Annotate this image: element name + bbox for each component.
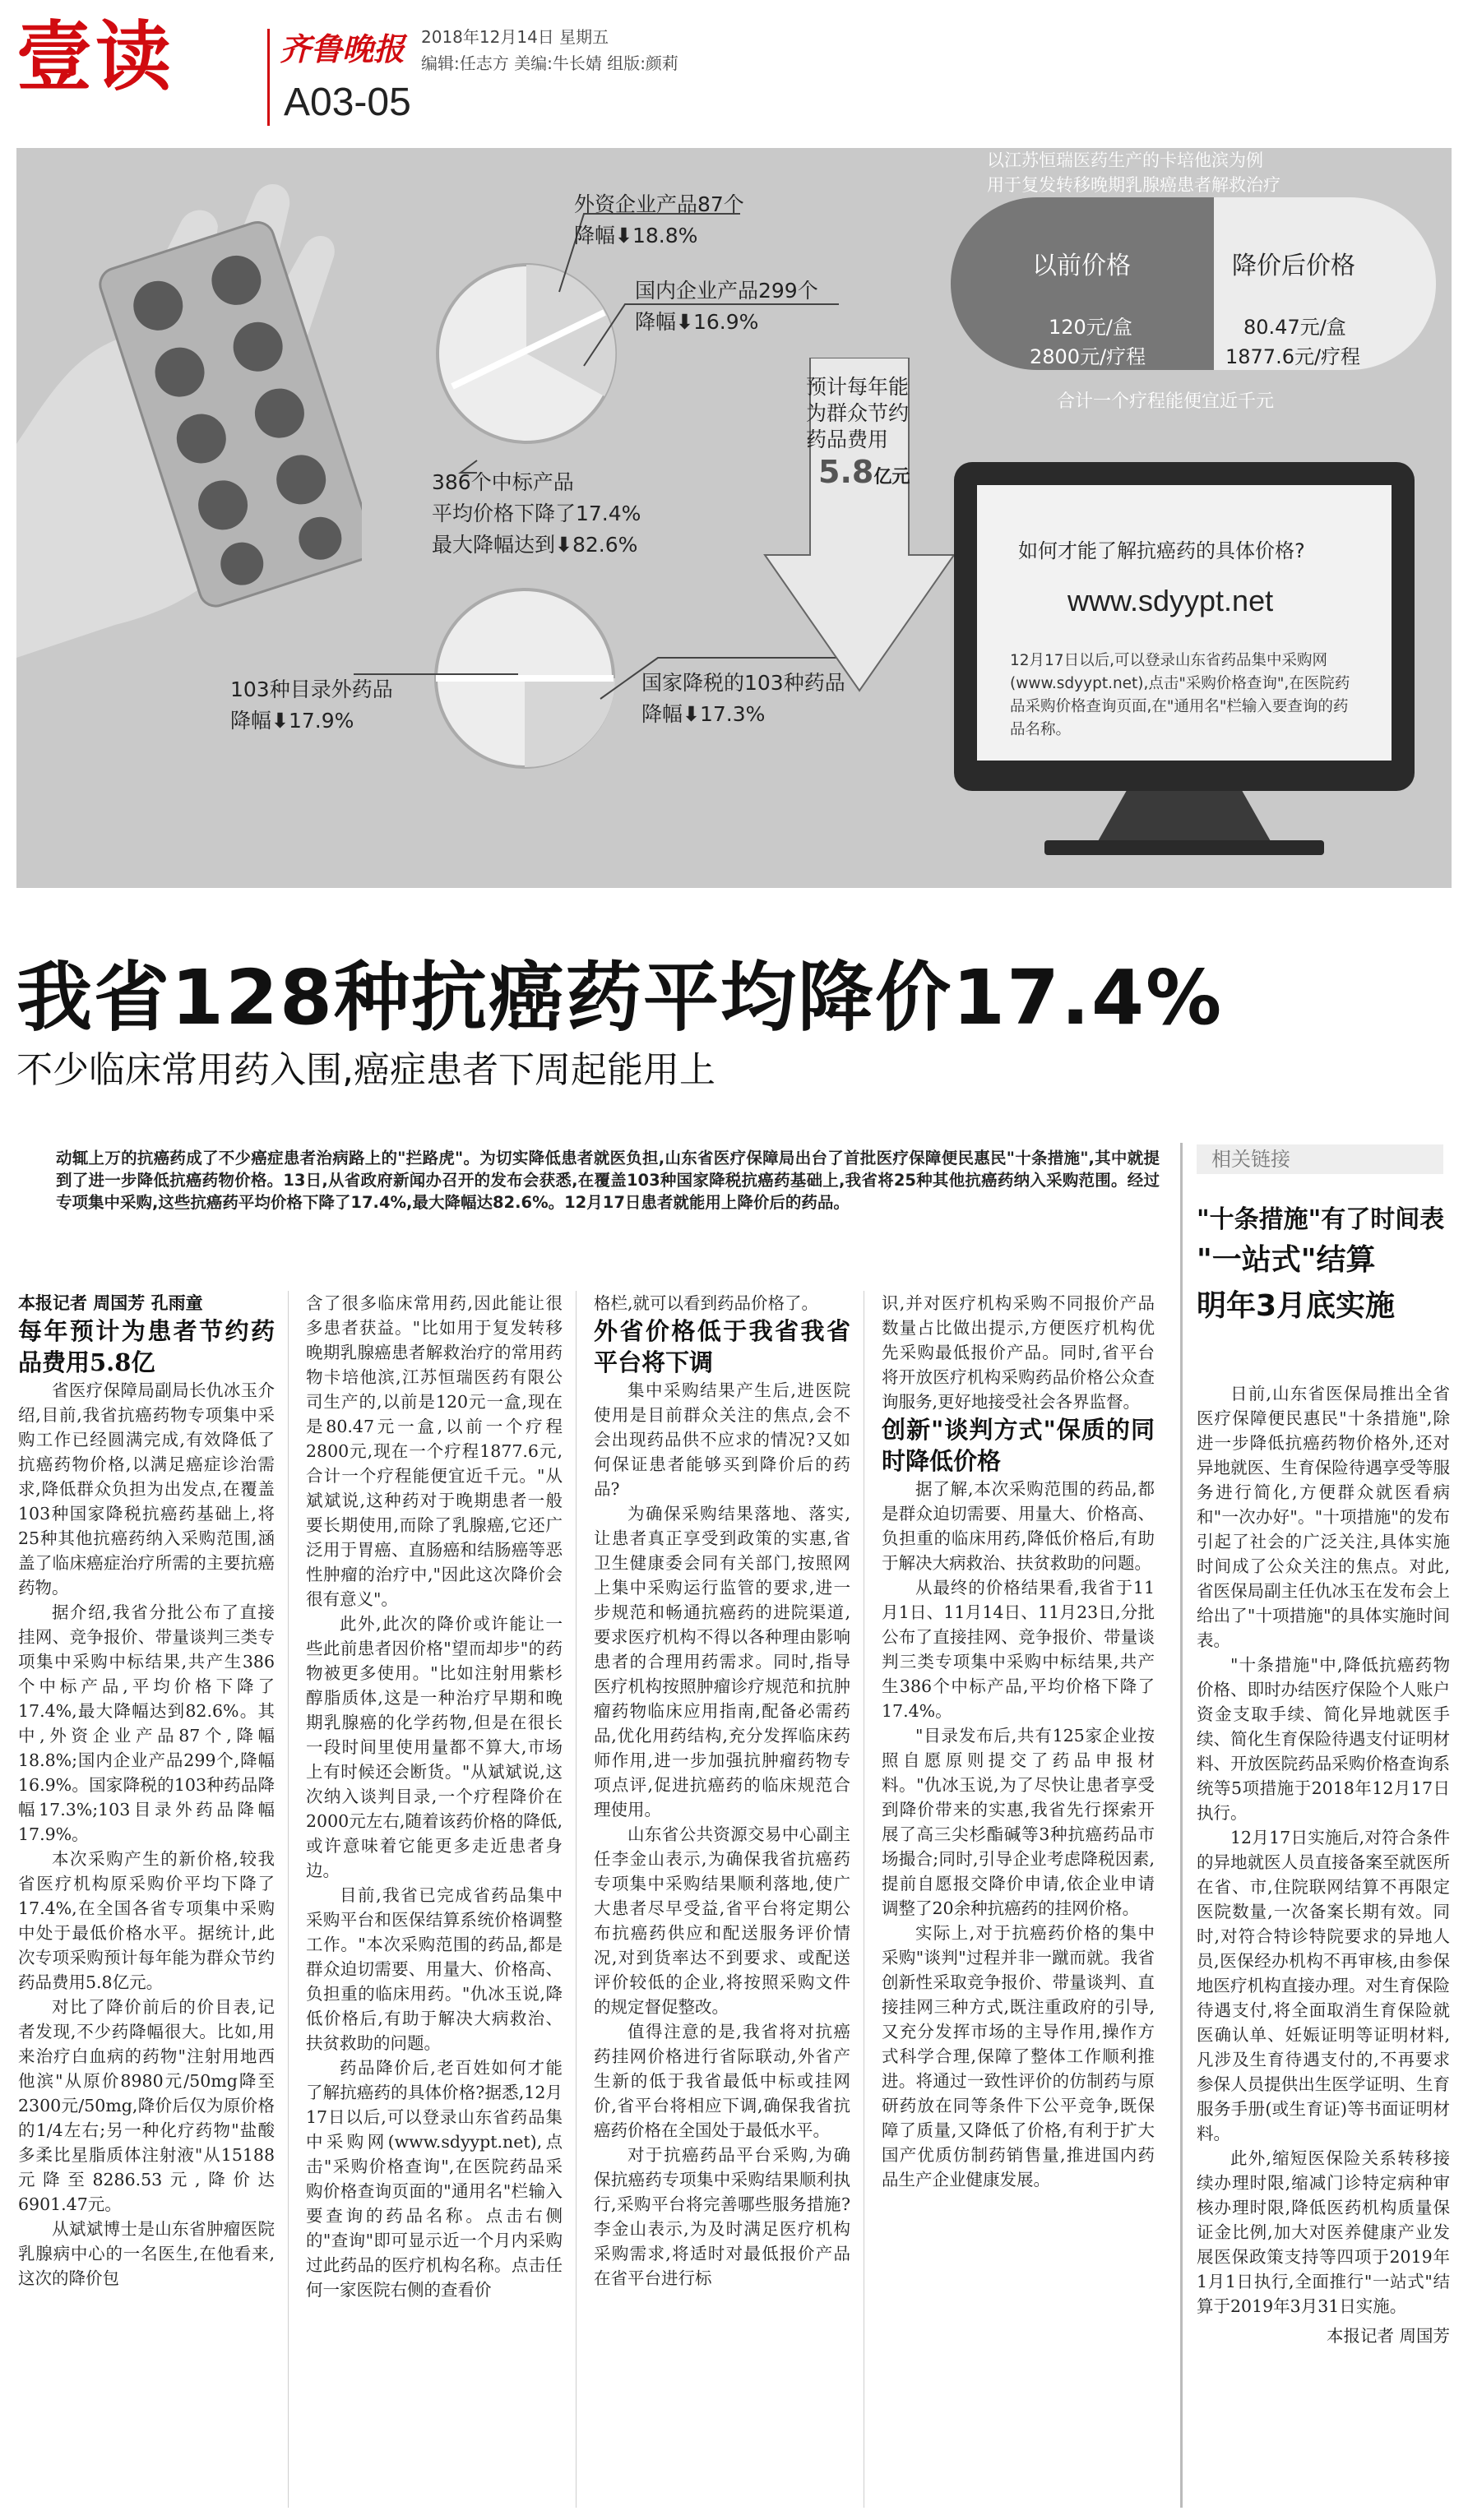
page-number: A03-05	[284, 81, 411, 124]
saving-label-2: 为群众节约	[806, 401, 910, 425]
related-link-label: 相关链接	[1197, 1144, 1443, 1174]
body-paragraph: 识,并对医疗机构采购不同报价产品数量占比做出提示,方便医疗机构优先采购最低报价产品。同时,省平台将开放医疗机构采购药品价格公众查询服务,更好地接受社会各界监督。	[882, 1293, 1155, 1412]
saving-label-3: 药品费用	[806, 428, 889, 451]
screen-question: 如何才能了解抗癌药的具体价格?	[1018, 539, 1305, 562]
article-column-3	[594, 1291, 850, 2291]
related-sidebar	[1180, 1143, 1456, 2508]
before-price-box: 120元/盒	[1049, 316, 1132, 339]
subhead-2: 外省价格低于我省我省平台将下调	[594, 1317, 850, 1376]
screen-url: www.sdyypt.net	[1067, 584, 1274, 617]
after-price-box: 80.47元/盒	[1243, 316, 1346, 339]
headline: 我省128种抗癌药平均降价17.4%	[16, 954, 1224, 1042]
bid-products-label: 386个中标产品	[432, 470, 574, 494]
foreign-products-label: 外资企业产品87个	[574, 192, 744, 216]
body-paragraph: "目录发布后,共有125家企业按照自愿原则提交了药品申报材料。"仇冰玉说,为了尽快让患者享受到降价带来的实惠,我省先行探索开展了高三尖杉酯碱等3种抗癌药品市场撮合;同时,引导企业考虑降税因素,提前自愿报交降价申请,依企业申请调整了20余种抗癌药的挂网价格。	[882, 1726, 1155, 1918]
body-paragraph: 格栏,就可以看到药品价格了。	[594, 1293, 819, 1313]
sidebar-title-line-3: 明年3月底实施	[1197, 1289, 1396, 1323]
case-line-2: 用于复发转移晚期乳腺癌患者解救治疗	[987, 175, 1280, 195]
sidebar-paragraph: 12月17日实施后,对符合条件的异地就医人员直接备案至就医所在省、市,住院联网结算不再限定医院数量,一次备案长期有效。同时,对符合特诊特院要求的异地人员,医保经办机构不再审核,由参保地医疗机构直接办理。对生育保险待遇支付,将全面取消生育保险就医确认单、妊娠证明等证明材料,凡涉及生育待遇支付的,不再要求参保人员提供出生医学证明、生育服务手册(或生育证)等书面证明材料。	[1197, 1828, 1450, 2143]
body-paragraph: 从最终的价格结果看,我省于11月1日、11月14日、11月23日,分批公布了直接挂网、竞争报价、带量谈判三类专项集中采购中标结果,共产生386个中标产品,平均价格下降了17.4%。	[882, 1578, 1155, 1721]
after-price-course: 1877.6元/疗程	[1225, 345, 1361, 368]
masthead	[16, 12, 1452, 136]
section-title: 壹读	[16, 13, 175, 101]
column-divider	[288, 1291, 289, 2508]
saving-value: 5.8亿元	[818, 454, 910, 490]
domestic-products-label: 国内企业产品299个	[635, 279, 818, 303]
article-column-4	[882, 1291, 1155, 2192]
editors-line: 编辑:任志方 美编:牛长婧 组版:颜莉	[421, 53, 678, 73]
saving-label-1: 预计每年能	[806, 375, 910, 399]
sidebar-paragraph: 日前,山东省医保局推出全省医疗保障便民惠民"十条措施",除进一步降低抗癌药物价格外,还对异地就医、生育保险待遇享受等服务进行简化,方便群众就医看病和"一次办好"。"十项措施"的发布引起了社会的广泛关注,具体实施时间成了公众关注的焦点。对此,省医保局副主任仇冰玉在发布会上给出了"十项措施"的具体实施时间表。	[1197, 1384, 1450, 1650]
national-tax-label: 国家降税的103种药品	[641, 671, 845, 695]
lead-paragraph: 动辄上万的抗癌药成了不少癌症患者治病路上的"拦路虎"。为切实降低患者就医负担,山东省医疗保障局出台了首批医疗保障便民惠民"十条措施",其中就提到了进一步降低抗癌药物价格。13日,从省政府新闻办召开的发布会获悉,在覆盖103种国家降税抗癌药基础上,我省将25种其他抗癌药纳入采购范围。经过专项集中采购,这些抗癌药平均价格下降了17.4%,最大降幅达82.6%。12月17日患者就能用上降价后的药品。	[56, 1149, 1160, 1212]
body-paragraph: 药品降价后,老百姓如何才能了解抗癌药的具体价格?据悉,12月17日以后,可以登录山东省药品集中采购网(www.sdyypt.net),点击"采购价格查询",在医院药品采购价格查询页面的"通用名"栏输入要查询的药品名称。点击右侧的"查询"即可显示近一个月内采购过此药品的医疗机构名称。点击任何一家医院右侧的查看价	[306, 2058, 563, 2300]
body-paragraph: 山东省公共资源交易中心副主任李金山表示,为确保我省抗癌药专项集中采购结果顺利落地,使广大患者尽早受益,省平台将定期公布抗癌药供应和配送服务评价情况,对到货率达不到要求、或配送评价较低的企业,将按照采购文件的规定督促整改。	[594, 1824, 850, 2017]
after-price-label: 降价后价格	[1232, 252, 1355, 280]
down-arrow-icon: ⬇	[615, 224, 632, 247]
column-divider	[576, 1291, 577, 2508]
infographic	[16, 148, 1452, 888]
sidebar-body	[1197, 1381, 1450, 2347]
sidebar-paragraph: "十条措施"中,降低抗癌药物价格、即时办结医疗保险个人账户资金支取手续、简化异地就医手续、简化生育保险待遇支付证明材料、开放医院药品采购价格查询系统等5项措施于2018年12月17日执行。	[1197, 1655, 1450, 1823]
subhead-1: 每年预计为患者节约药品费用5.8亿	[18, 1317, 275, 1376]
byline: 本报记者 周国芳 孔雨童	[18, 1292, 203, 1313]
article-column-2	[306, 1291, 563, 2302]
sidebar-rule	[1180, 1143, 1183, 2508]
body-paragraph: 值得注意的是,我省将对抗癌药挂网价格进行省际联动,外省产生新的低于我省最低中标或挂网价,省平台将相应下调,确保我省抗癌药价格在全国处于最低水平。	[594, 2022, 850, 2140]
body-paragraph: 实际上,对于抗癌药价格的集中采购"谈判"过程并非一蹴而就。我省创新性采取竞争报价、带量谈判、直接挂网三种方式,既注重政府的引导,又充分发挥市场的主导作用,操作方式科学合理,保障了整体工作顺利推进。将通过一致性评价的仿制药与原研药放在同等条件下公平竞争,既保障了质量,又降低了价格,有利于扩大国产优质仿制药销售量,推进国内药品生产企业健康发展。	[882, 1923, 1155, 2189]
subheadline: 不少临床常用药入围,癌症患者下周起能用上	[16, 1049, 715, 1091]
national-tax-drop-label: 降幅⬇17.3%	[641, 702, 766, 726]
down-arrow-icon: ⬇	[676, 310, 693, 334]
subhead-3: 创新"谈判方式"保质的同时降低价格	[882, 1416, 1155, 1475]
monitor-base	[1044, 840, 1324, 855]
sidebar-title-line-2: "一站式"结算	[1197, 1243, 1376, 1277]
body-paragraph: 据了解,本次采购范围的药品,都是群众迫切需要、用量大、价格高、负担重的临床用药,降低价格后,有助于解决大病救治、扶贫救助的问题。	[882, 1479, 1155, 1573]
sidebar-signature: 本报记者 周国芳	[1326, 2326, 1450, 2346]
body-paragraph: 据介绍,我省分批公布了直接挂网、竞争报价、带量谈判三类专项集中采购中标结果,共产生386个中标产品,平均价格下降了17.4%,最大降幅达到82.6%。其中,外资企业产品87个,降幅18.8%;国内企业产品299个,降幅16.9%。国家降税的103种药品降幅17.3%;103目录外药品降幅17.9%。	[18, 1602, 275, 1844]
body-paragraph: 本次采购产生的新价格,较我省医疗机构原采购价平均下降了17.4%,在全国各省专项集中采购中处于最低价格水平。据统计,此次专项采购预计每年能为群众节约药品费用5.8亿元。	[18, 1849, 275, 1992]
case-line-1: 以江苏恒瑞医药生产的卡培他滨为例	[987, 150, 1263, 170]
before-price-course: 2800元/疗程	[1030, 345, 1146, 368]
body-paragraph: 对于抗癌药品平台采购,为确保抗癌药专项集中采购结果顺利执行,采购平台将完善哪些服务措施?李金山表示,为及时满足医疗机构采购需求,将适时对最低报价产品在省平台进行标	[594, 2145, 850, 2288]
date-line: 2018年12月14日 星期五	[421, 27, 609, 47]
body-paragraph: 为确保采购结果落地、落实,让患者真正享受到政策的实惠,省卫生健康委会同有关部门,按照网上集中采购运行监管的要求,进一步规范和畅通抗癌药的进院渠道,要求医疗机构不得以各种理由影响患者的合理用药需求。同时,指导医疗机构按照肿瘤诊疗规范和抗肿瘤药物临床应用指南,配备必需药品,优化用药结构,充分发挥临床药师作用,进一步加强抗肿瘤药物专项点评,促进抗癌药的临床规范合理使用。	[594, 1504, 850, 1819]
bid-avg-drop-label: 平均价格下降了17.4%	[432, 502, 641, 525]
down-arrow-icon: ⬇	[555, 533, 572, 557]
before-price-label: 以前价格	[1032, 252, 1131, 280]
body-paragraph: 从斌斌博士是山东省肿瘤医院乳腺病中心的一名医生,在他看来,这次的降价包	[18, 2219, 275, 2288]
article-column-1	[18, 1291, 275, 2291]
body-paragraph: 目前,我省已完成省药品集中采购平台和医保结算系统价格调整工作。"本次采购范围的药品,都是群众迫切需要、用量大、价格高、负担重的临床用药。"仇冰玉说,降低价格后,有助于解决大病救治、扶贫救助的问题。	[306, 1885, 563, 2053]
masthead-divider	[267, 29, 270, 126]
foreign-drop-label: 降幅⬇18.8%	[574, 224, 698, 247]
catalog-outside-label: 103种目录外药品	[230, 677, 393, 701]
newspaper-logo: 齐鲁晚报	[280, 30, 405, 67]
sidebar-title-line-1: "十条措施"有了时间表	[1197, 1205, 1445, 1234]
down-arrow-icon: ⬇	[683, 702, 700, 726]
sidebar-paragraph: 此外,缩短医保险关系转移接续办理时限,缩减门诊特定病种审核办理时限,降低医药机构质量保证金比例,加大对医养健康产业发展医保政策支持等四项于2019年1月1日执行,全面推行"一站式"结算于2019年3月31日实施。	[1197, 2148, 1450, 2316]
body-paragraph: 集中采购结果产生后,进医院使用是目前群众关注的焦点,会不会出现药品供不应求的情况?又如何保证患者能够买到降价后的药品?	[594, 1380, 850, 1499]
down-arrow-icon: ⬇	[271, 709, 289, 733]
domestic-drop-label: 降幅⬇16.9%	[635, 310, 759, 334]
bid-max-drop-label: 最大降幅达到⬇82.6%	[432, 533, 638, 557]
catalog-outside-drop-label: 降幅⬇17.9%	[230, 709, 354, 733]
body-paragraph: 对比了降价前后的价目表,记者发现,不少药降幅很大。比如,用来治疗白血病的药物"注射用地西他滨"从原价8980元/50mg降至2300元/50mg,降价后仅为原价格的1/4左右;另一种化疗药物"盐酸多柔比星脂质体注射液"从15188元降至8286.53元,降价达6901.47元。	[18, 1997, 275, 2214]
body-paragraph: 省医疗保障局副局长仇冰玉介绍,目前,我省抗癌药物专项集中采购工作已经圆满完成,有效降低了抗癌药物价格,以满足癌症诊治需求,降低群众负担为出发点,在覆盖103种国家降税抗癌药基础上,将25种其他抗癌药纳入采购范围,涵盖了临床癌症治疗所需的主要抗癌药物。	[18, 1380, 275, 1598]
course-saving-label: 合计一个疗程能便宜近千元	[1057, 391, 1275, 412]
screen-note: 12月17日以后,可以登录山东省药品集中采购网(www.sdyypt.net),点击"采购价格查询",在医院药品采购价格查询页面,在"通用名"栏输入要查询的药品名称。	[1010, 652, 1350, 738]
body-paragraph: 含了很多临床常用药,因此能让很多患者获益。"比如用于复发转移晚期乳腺癌患者解救治疗的常用药物卡培他滨,江苏恒瑞医药有限公司生产的,以前是120元一盒,现在是80.47元一盒,以前一个疗程2800元,现在一个疗程1877.6元,合计一个疗程能便宜近千元。"从斌斌说,这种药对于晚期患者一般要长期使用,而除了乳腺癌,它还广泛用于胃癌、直肠癌和结肠癌等恶性肿瘤的治疗中,"因此这次降价会很有意义"。	[306, 1293, 563, 1609]
body-paragraph: 此外,此次的降价或许能让一些此前患者因价格"望而却步"的药物被更多使用。"比如注射用紫杉醇脂质体,这是一种治疗早期和晚期乳腺癌的化学药物,但是在很长一段时间里使用量都不算大,市场上有时候还会断货。"从斌斌说,这次纳入谈判目录,一个疗程降价在2000元左右,随着该药价格的降低,或许意味着它能更多走近患者身边。	[306, 1614, 563, 1880]
